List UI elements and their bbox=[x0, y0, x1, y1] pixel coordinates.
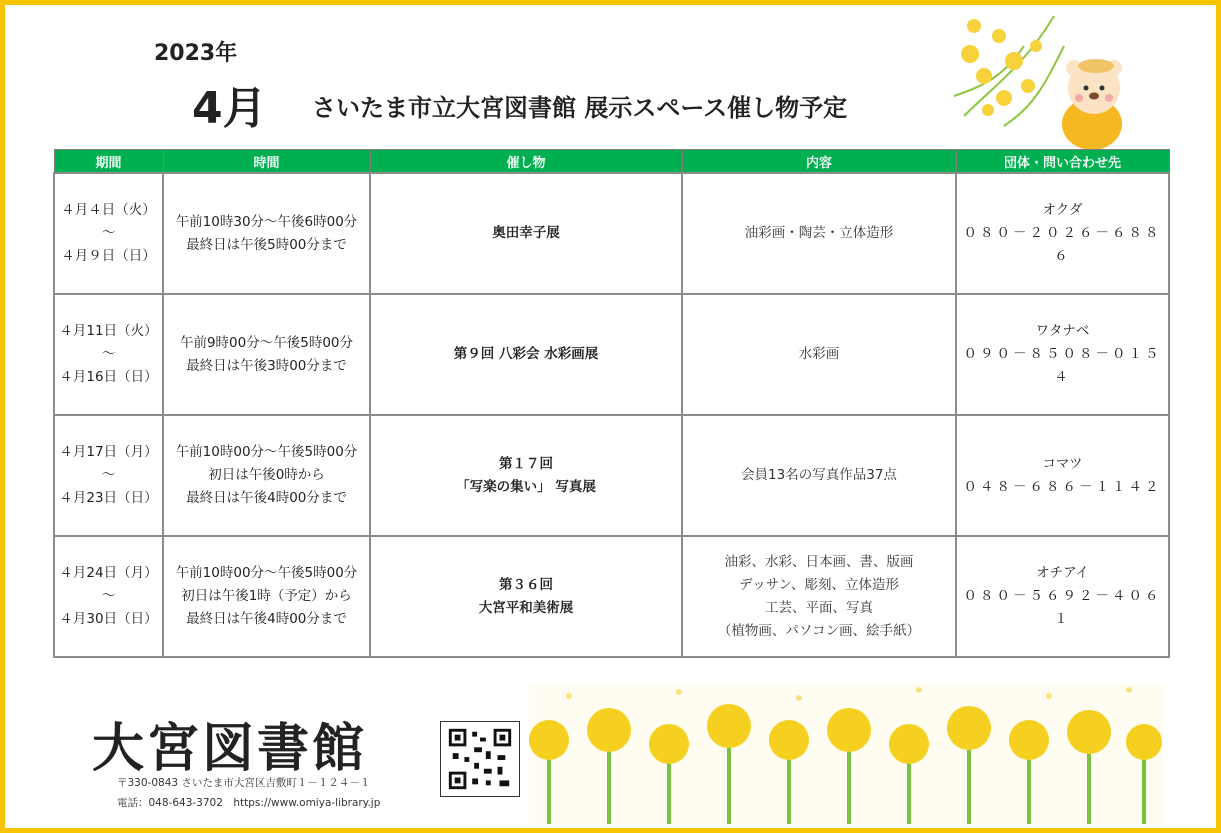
qr-code bbox=[440, 721, 520, 797]
period-end: ４月30日（日） bbox=[59, 611, 158, 627]
column-header-time: 時間 bbox=[163, 150, 370, 174]
table-header-row bbox=[54, 150, 1169, 174]
contact-name: オクダ bbox=[1042, 202, 1083, 218]
mimosa-leaves bbox=[954, 16, 1064, 126]
event-title: 奥田幸子展 bbox=[492, 225, 560, 241]
column-header-event: 催し物 bbox=[370, 150, 682, 174]
contact-cell bbox=[956, 294, 1169, 415]
table-row bbox=[54, 173, 1169, 294]
period-end: ４月23日（日） bbox=[59, 490, 158, 506]
table-row bbox=[54, 415, 1169, 536]
period-end: ４月16日（日） bbox=[59, 369, 158, 385]
time-line: 初日は午後0時から bbox=[208, 467, 325, 483]
event-title: 第１７回 bbox=[499, 455, 553, 472]
event-title: 「写楽の集い」 写真展 bbox=[456, 478, 596, 495]
time-line: 午前10時00分～午後5時00分 bbox=[175, 444, 358, 460]
time-line: 初日は午後1時（予定）から bbox=[181, 588, 352, 604]
content-line: 工芸、平面、写真 bbox=[765, 599, 873, 616]
period-cell bbox=[54, 415, 163, 536]
contact-tel: ０４８－６８６－１１４２ bbox=[963, 478, 1162, 495]
event-cell bbox=[370, 415, 682, 536]
time-line: 午前10時00分～午後5時00分 bbox=[175, 565, 358, 581]
period-end: ４月９日（日） bbox=[61, 248, 156, 264]
library-phone-url: 電話：048-643-3702 https://www.omiya-library.jp bbox=[117, 797, 381, 809]
time-cell bbox=[163, 173, 370, 294]
contact-cell bbox=[956, 173, 1169, 294]
content-line: 油彩画・陶芸・立体造形 bbox=[744, 225, 894, 241]
column-header-period: 期間 bbox=[54, 150, 163, 174]
contact-cell bbox=[956, 536, 1169, 657]
contact-tel: ０８０－２０２６－６８８６ bbox=[963, 225, 1162, 264]
contact-name: オチアイ bbox=[1036, 565, 1089, 581]
time-line: 最終日は午後4時00分まで bbox=[186, 490, 347, 506]
period-start: ４月17日（月） bbox=[59, 444, 158, 460]
period-start: ４月11日（火） bbox=[59, 323, 158, 339]
event-title: 第９回 八彩会 水彩画展 bbox=[453, 346, 599, 362]
content-line: 会員13名の写真作品37点 bbox=[741, 467, 897, 483]
time-line: 午前10時30分～午後6時00分 bbox=[175, 213, 358, 230]
event-cell bbox=[370, 536, 682, 657]
year-label: 2023年 bbox=[154, 41, 238, 66]
content-line: デッサン、彫刻、立体造形 bbox=[739, 576, 899, 593]
column-header-contact: 団体・問い合わせ先 bbox=[956, 150, 1169, 174]
contact-tel: ０８０－５６９２－４０６１ bbox=[963, 588, 1162, 627]
period-cell bbox=[54, 294, 163, 415]
content-cell bbox=[682, 173, 956, 294]
period-cell bbox=[54, 536, 163, 657]
event-title: 第３６回 bbox=[499, 576, 553, 593]
period-separator: ～ bbox=[101, 225, 116, 241]
content-line: 油彩、水彩、日本画、書、版画 bbox=[724, 553, 914, 570]
contact-cell bbox=[956, 415, 1169, 536]
bear-character bbox=[1062, 59, 1122, 150]
contact-tel: ０９０－８５０８－０１５４ bbox=[963, 346, 1162, 385]
content-cell bbox=[682, 536, 956, 657]
contact-name: コマツ bbox=[1042, 455, 1083, 472]
period-cell bbox=[54, 173, 163, 294]
schedule-table bbox=[53, 149, 1170, 658]
period-start: ４月４日（火） bbox=[61, 202, 156, 218]
time-line: 最終日は午後5時00分まで bbox=[186, 236, 347, 253]
time-cell bbox=[163, 294, 370, 415]
library-logo: 大宮図書館 bbox=[92, 719, 368, 779]
rapeseed-flowers-illustration bbox=[529, 684, 1163, 824]
time-cell bbox=[163, 415, 370, 536]
table-row bbox=[54, 536, 1169, 657]
time-line: 最終日は午後4時00分まで bbox=[186, 611, 347, 627]
content-cell bbox=[682, 294, 956, 415]
event-title: 大宮平和美術展 bbox=[478, 599, 574, 616]
column-header-content: 内容 bbox=[682, 150, 956, 174]
month-label: 4月 bbox=[192, 83, 267, 134]
event-cell bbox=[370, 294, 682, 415]
contact-name: ワタナベ bbox=[1035, 323, 1090, 339]
table-row bbox=[54, 294, 1169, 415]
period-separator: ～ bbox=[101, 346, 116, 362]
period-start: ４月24日（月） bbox=[59, 565, 158, 581]
event-cell bbox=[370, 173, 682, 294]
mimosa-flowers bbox=[961, 19, 1042, 116]
time-cell bbox=[163, 536, 370, 657]
content-cell bbox=[682, 415, 956, 536]
page-title: さいたま市立大宮図書館 展示スペース催し物予定 bbox=[312, 94, 848, 122]
time-line: 午前9時00分～午後5時00分 bbox=[179, 334, 354, 351]
period-separator: ～ bbox=[101, 467, 116, 483]
time-line: 最終日は午後3時00分まで bbox=[186, 357, 347, 374]
library-address: 〒330-0843 さいたま市大宮区吉敷町１－１２４－１ bbox=[117, 777, 371, 789]
content-line: 水彩画 bbox=[798, 346, 840, 362]
period-separator: ～ bbox=[101, 588, 116, 604]
mimosa-bear-illustration bbox=[944, 6, 1144, 152]
content-line: （植物画、パソコン画、絵手紙） bbox=[717, 622, 921, 639]
